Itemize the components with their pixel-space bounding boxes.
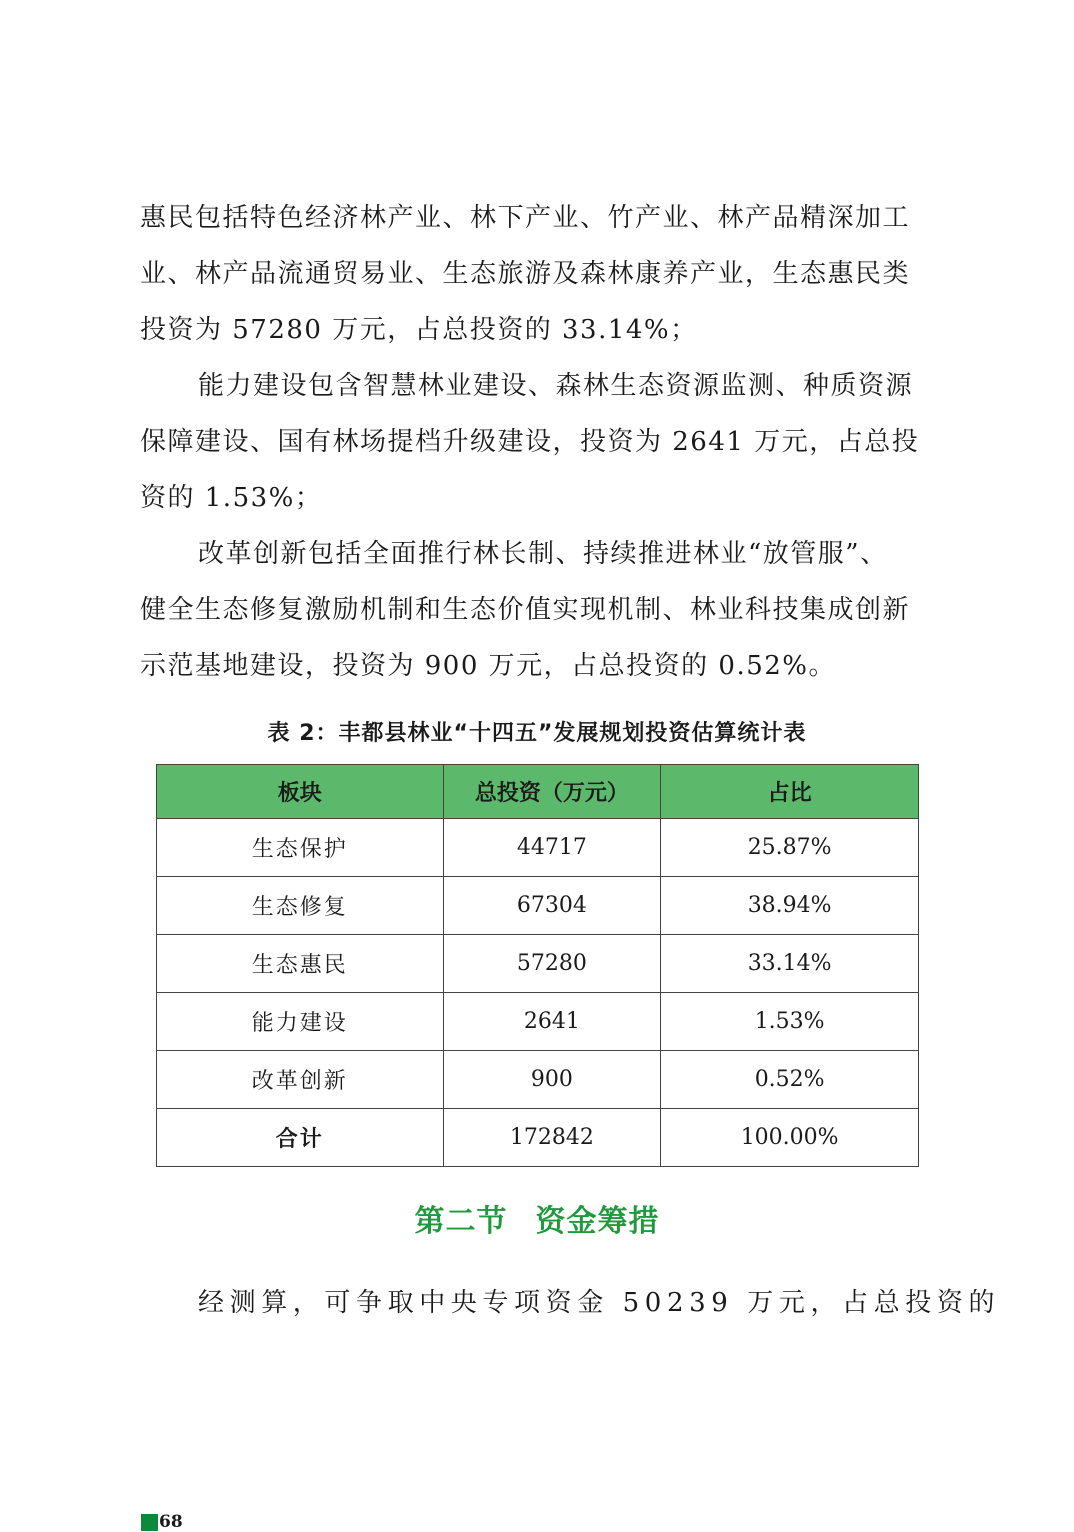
table-total-row	[157, 1109, 919, 1167]
header-sector: 板块	[157, 765, 444, 819]
paragraph-funding	[140, 1275, 1001, 1331]
paragraph-capacity-building	[140, 358, 936, 526]
text-line: 能力建设包含智慧林业建设、森林生态资源监测、种质资源	[198, 371, 914, 401]
cell-sector: 生态修复	[157, 877, 444, 935]
text-line: 业、林产品流通贸易业、生态旅游及森林康养产业，生态惠民类	[140, 259, 911, 289]
cell-percentage: 38.94%	[661, 877, 919, 935]
header-total-investment: 总投资（万元）	[443, 765, 661, 819]
cell-investment: 67304	[443, 877, 661, 935]
paragraph-ecological-benefit	[140, 190, 936, 358]
text-line: 资的 1.53%；	[140, 483, 323, 513]
table-row	[157, 819, 919, 877]
cell-investment: 900	[443, 1051, 661, 1109]
text-line: 示范基地建设，投资为 900 万元，占总投资的 0.52%。	[140, 651, 837, 681]
section-heading	[0, 1196, 1074, 1240]
investment-table	[156, 764, 919, 1167]
text-line: 经测算，可争取中央专项资金 50239 万元，占总投资的	[198, 1288, 1001, 1318]
cell-percentage: 25.87%	[661, 819, 919, 877]
cell-total-percentage: 100.00%	[661, 1109, 919, 1167]
table-row	[157, 993, 919, 1051]
text-line: 惠民包括特色经济林产业、林下产业、竹产业、林产品精深加工	[140, 203, 911, 233]
text-line: 健全生态修复激励机制和生态价值实现机制、林业科技集成创新	[140, 595, 911, 625]
cell-sector: 生态惠民	[157, 935, 444, 993]
table-row	[157, 1051, 919, 1109]
text-line: 投资为 57280 万元，占总投资的 33.14%；	[140, 315, 698, 345]
paragraph-reform-innovation	[140, 526, 936, 694]
table-header-row	[157, 765, 919, 819]
cell-percentage: 0.52%	[661, 1051, 919, 1109]
cell-investment: 44717	[443, 819, 661, 877]
table-row	[157, 877, 919, 935]
cell-total-label: 合计	[157, 1109, 444, 1167]
cell-investment: 57280	[443, 935, 661, 993]
cell-sector: 改革创新	[157, 1051, 444, 1109]
cell-total-investment: 172842	[443, 1109, 661, 1167]
text-line: 保障建设、国有林场提档升级建设，投资为 2641 万元，占总投	[140, 427, 920, 457]
text-line: 改革创新包括全面推行林长制、持续推进林业“放管服”、	[198, 539, 888, 569]
header-percentage: 占比	[661, 765, 919, 819]
section-title-text: 资金筹措	[535, 1204, 660, 1239]
cell-percentage: 1.53%	[661, 993, 919, 1051]
table-row	[157, 935, 919, 993]
section-number: 第二节	[414, 1204, 508, 1239]
page-footer	[141, 1513, 183, 1531]
page-marker-square	[141, 1514, 158, 1531]
cell-sector: 生态保护	[157, 819, 444, 877]
page-number: 68	[159, 1512, 183, 1532]
table-caption: 表 2：丰都县林业“十四五”发展规划投资估算统计表	[267, 721, 807, 746]
cell-sector: 能力建设	[157, 993, 444, 1051]
cell-percentage: 33.14%	[661, 935, 919, 993]
cell-investment: 2641	[443, 993, 661, 1051]
